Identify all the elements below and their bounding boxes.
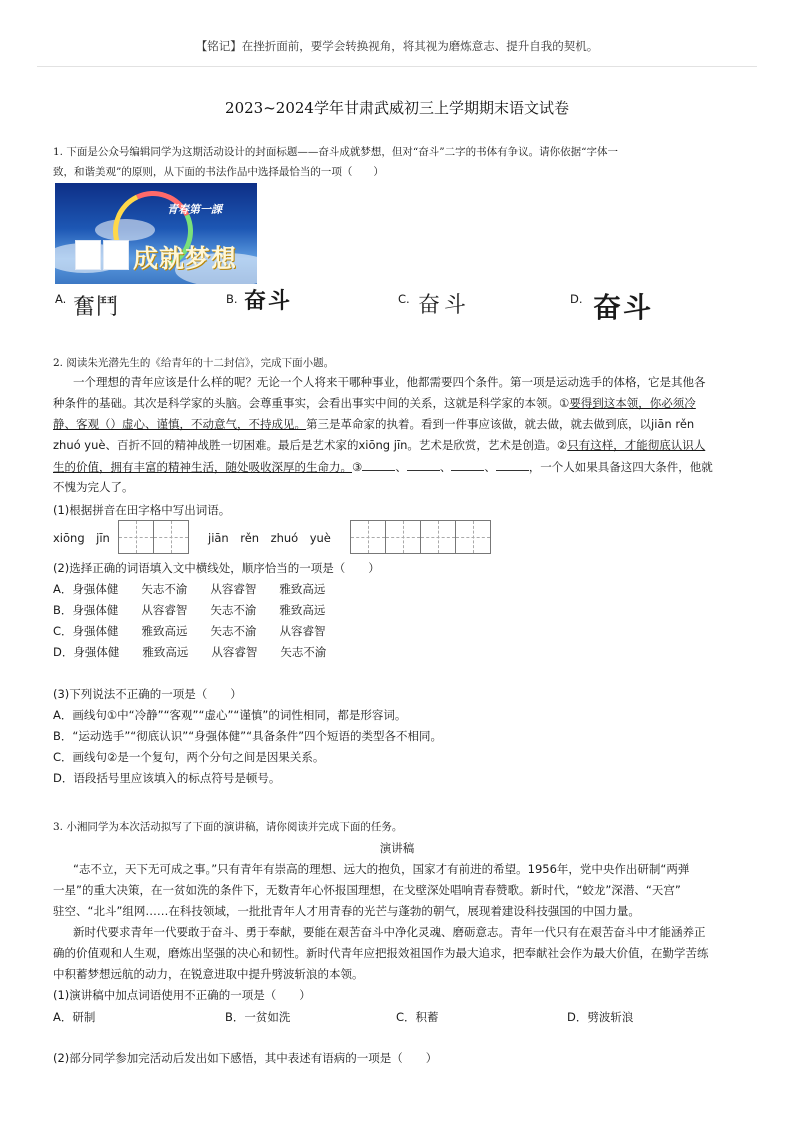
q2-sub1-text: (1)根据拼音在田字格中写出词语。 bbox=[53, 503, 231, 517]
q2-sub1-pinyin-2: jiān rěn zhuó yuè bbox=[208, 531, 331, 545]
q2-sub2-text: (2)选择正确的词语填入文中横线处，顺序恰当的一项是（ ） bbox=[53, 561, 380, 575]
passage-text: ③ bbox=[352, 460, 363, 474]
grid-cell[interactable] bbox=[385, 520, 421, 554]
speech-title: 演讲稿 bbox=[379, 841, 415, 855]
cover-blank-box-1 bbox=[75, 240, 101, 270]
grid-cell[interactable] bbox=[420, 520, 456, 554]
q1-option-c-label: C. bbox=[398, 292, 410, 306]
q3-p1-line2: 一星”的重大决策，在一贫如洗的条件下，无数青年心怀报国理想，在戈壁深处唱响青春赞歌。新时代，“蛟龙”深潜、“天宫” bbox=[53, 883, 681, 897]
passage-text: ，一个人如果具备这四大条件，他就 bbox=[528, 460, 713, 474]
q2-sub3-option-b[interactable]: B．“运动选手”“彻底认识”“身强体健”“具备条件”四个短语的类型各不相同。 bbox=[53, 729, 443, 743]
q2-sub1-pinyin-1: xiōng jīn bbox=[53, 531, 110, 545]
q2-passage-line5 bbox=[53, 458, 713, 475]
q3-p1-line3: 驻空、“北斗”组网……在科技领域，一批批青年人才用青春的光芒与蓬勃的朝气，展现着建设科技强国的中国力量。 bbox=[53, 904, 640, 918]
passage-text: 种条件的基础。其次是科学家的头脑。会尊重事实，会看出事实中间的关系，这就是科学家的本领。① bbox=[53, 396, 570, 410]
separator: 、 bbox=[395, 460, 407, 474]
cover-image bbox=[55, 183, 257, 284]
q2-sub2-option-a[interactable]: A．身强体健 矢志不渝 从容睿智 雅致高远 bbox=[53, 582, 326, 596]
grid-cell[interactable] bbox=[153, 520, 189, 554]
q3-p2-line1: 新时代要求青年一代要敢于奋斗、勇于奉献，要能在艰苦奋斗中净化灵魂、磨砺意志。青年一代只有在艰苦奋斗中才能涵养正 bbox=[73, 925, 706, 939]
underlined-sentence-2a: 只有这样，才能彻底认识人 bbox=[567, 438, 706, 452]
q1-option-a-calligraphy: 奮鬥 bbox=[73, 295, 120, 320]
q2-stem: 2. 阅读朱光潜先生的《给青年的十二封信》，完成下面小题。 bbox=[53, 357, 335, 369]
q2-passage-line3 bbox=[53, 416, 694, 432]
grid-cell[interactable] bbox=[118, 520, 154, 554]
q2-sub3-option-a[interactable]: A．画线句①中“冷静”“客观”“虚心”“谨慎”的词性相同，都是形容词。 bbox=[53, 708, 407, 722]
passage-text: 第三是革命家的执着。看到一件事应该做，就去做，就去做到底，以jiān rěn bbox=[306, 417, 695, 431]
q2-sub2-option-d[interactable]: D．身强体健 雅致高远 从容睿智 矢志不渝 bbox=[53, 645, 327, 659]
q2-passage-line1: 一个理想的青年应该是什么样的呢？无论一个人将来干哪种事业，他都需要四个条件。第一项是运动选手的体格，它是其他各 bbox=[73, 375, 706, 389]
q1-stem-line2: 致，和谐美观”的原则，从下面的书法作品中选择最恰当的一项（ ） bbox=[53, 166, 384, 178]
q2-passage-line2 bbox=[53, 395, 696, 411]
fill-blank-3[interactable] bbox=[451, 458, 484, 471]
q1-option-d-label: D. bbox=[570, 292, 583, 306]
underlined-sentence-1b: 静、客观（）虚心、谨慎，不动意气，不持成见。 bbox=[53, 417, 306, 431]
q3-sub2-text: (2)部分同学参加完活动后发出如下感悟，其中表述有语病的一项是（ ） bbox=[53, 1051, 438, 1065]
q3-p2-line2: 确的价值观和人生观，磨炼出坚强的决心和韧性。新时代青年应把报效祖国作为最大追求，把奉献社会作为最大价值，在勤学苦练 bbox=[53, 946, 709, 960]
fill-blank-4[interactable] bbox=[496, 458, 529, 471]
q2-sub3-option-c[interactable]: C．画线句②是一个复句，两个分句之间是因果关系。 bbox=[53, 750, 325, 764]
fill-blank-2[interactable] bbox=[407, 458, 440, 471]
q3-sub1-option-a[interactable]: A．研制 bbox=[53, 1010, 96, 1024]
q2-passage-line4 bbox=[53, 437, 705, 453]
q3-sub1-option-c[interactable]: C．积蓄 bbox=[396, 1010, 439, 1024]
exam-title: 2023~2024学年甘肃武威初三上学期期末语文试卷 bbox=[225, 99, 569, 117]
tianzi-grid-1[interactable] bbox=[119, 520, 189, 554]
header-divider bbox=[37, 66, 757, 67]
q3-sub1-option-d[interactable]: D．劈波斩浪 bbox=[567, 1010, 634, 1024]
grid-cell[interactable] bbox=[455, 520, 491, 554]
separator: 、 bbox=[484, 460, 496, 474]
q3-p1-line1: “志不立，天下无可成之事。”只有青年有崇高的理想、远大的抱负，国家才有前进的希望。1956年，党中央作出研制“两弹 bbox=[73, 862, 690, 876]
underlined-sentence-2b: 生的价值，拥有丰富的精神生活，随处吸收深厚的生命力。 bbox=[53, 460, 352, 474]
q1-option-d-calligraphy: 奋斗 bbox=[593, 291, 654, 324]
q2-sub2-option-b[interactable]: B．身强体健 从容睿智 矢志不渝 雅致高远 bbox=[53, 603, 326, 617]
cover-top-text: 青春第一課 bbox=[167, 203, 222, 216]
q1-option-a-label: A. bbox=[55, 292, 67, 306]
q3-sub1-text: (1)演讲稿中加点词语使用不正确的一项是（ ） bbox=[53, 988, 311, 1002]
q3-sub1-option-b[interactable]: B．一贫如洗 bbox=[225, 1010, 291, 1024]
q2-sub3-option-d[interactable]: D．语段括号里应该填入的标点符号是顿号。 bbox=[53, 771, 281, 785]
q3-p2-line3: 中积蓄梦想远航的动力，在锐意进取中提升劈波斩浪的本领。 bbox=[53, 967, 364, 981]
q2-passage-line6: 不愧为完人了。 bbox=[53, 480, 134, 494]
q3-stem: 3. 小湘同学为本次活动拟写了下面的演讲稿，请你阅读并完成下面的任务。 bbox=[53, 821, 403, 833]
underlined-sentence-1a: 要得到这本领，你必须冷 bbox=[569, 396, 696, 410]
fill-blank-1[interactable] bbox=[362, 458, 395, 471]
grid-cell[interactable] bbox=[350, 520, 386, 554]
q2-sub2-option-c[interactable]: C．身强体健 雅致高远 矢志不渝 从容睿智 bbox=[53, 624, 326, 638]
separator: 、 bbox=[439, 460, 452, 474]
q1-option-b-label: B. bbox=[226, 292, 238, 306]
q1-option-c-calligraphy: 奋斗 bbox=[418, 293, 471, 318]
q1-option-b-calligraphy: 奋斗 bbox=[244, 289, 293, 314]
motto-banner: 【铭记】在挫折面前，要学会转换视角，将其视为磨炼意志、提升自我的契机。 bbox=[195, 39, 599, 53]
passage-text: zhuó yuè、百折不回的精神战胜一切困难。最后是艺术家的xiōng jīn。艺术是欣赏，艺术是创造。② bbox=[53, 438, 568, 452]
tianzi-grid-2[interactable] bbox=[351, 520, 491, 554]
q2-sub3-text: (3)下列说法不正确的一项是（ ） bbox=[53, 687, 242, 701]
cover-main-text: 成就梦想 bbox=[133, 244, 238, 273]
q1-stem-line1: 1. 下面是公众号编辑同学为这期活动设计的封面标题——奋斗成就梦想，但对“奋斗”二字的书体有争议。请你依据“字体一 bbox=[53, 146, 618, 158]
cover-blank-box-2 bbox=[103, 240, 129, 270]
